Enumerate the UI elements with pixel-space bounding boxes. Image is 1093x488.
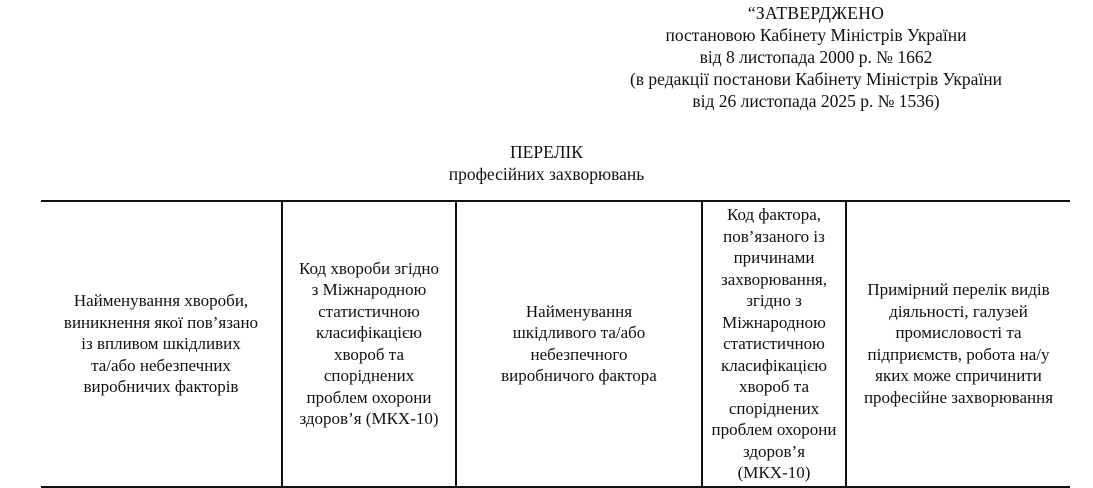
header-line: класифікацією — [720, 355, 828, 375]
approval-line: постановою Кабінету Міністрів України — [665, 25, 967, 45]
header-line: споріднених — [323, 366, 415, 386]
heading-subtitle: професійних захворювань — [448, 164, 645, 184]
approval-line: (в редакції постанови Кабінету Міністрів України — [629, 69, 1003, 89]
header-line: виробничого фактора — [501, 366, 657, 386]
header-line: промисловості та — [895, 323, 1022, 343]
header-line: проблем охорони — [306, 387, 432, 407]
header-line: захворювання, — [721, 269, 827, 289]
header-line: проблем охорони — [711, 420, 837, 439]
header-factor-code — [702, 201, 846, 487]
diseases-table — [41, 200, 1070, 488]
header-line: пов’язаного із — [723, 226, 825, 246]
header-line: із впливом шкідливих — [81, 334, 241, 353]
header-line: Міжнародною — [722, 312, 826, 332]
header-line: Код фактора, — [727, 205, 821, 224]
header-disease-name — [41, 201, 282, 487]
approval-title: “ЗАТВЕРДЖЕНО — [747, 3, 885, 23]
header-line: Примірний перелік видів — [867, 280, 1050, 300]
header-line: споріднених — [728, 398, 820, 418]
header-line: статистичною — [723, 334, 825, 353]
document-heading — [0, 141, 1093, 185]
header-line: хвороб та — [334, 344, 404, 364]
header-line: та/або небезпечних — [91, 355, 231, 375]
table-header-row — [41, 201, 1070, 487]
header-line: хвороб та — [739, 377, 809, 396]
header-line: виникнення якої пов’язано — [63, 312, 259, 332]
header-line: Найменування хвороби, — [73, 291, 249, 310]
header-line: класифікацією — [315, 323, 423, 343]
header-line: підприємств, робота на/у — [867, 344, 1050, 364]
header-line: небезпечного — [530, 344, 628, 364]
header-line: здоров’я (МКХ-10) — [299, 409, 439, 429]
header-disease-code — [282, 201, 456, 487]
header-line: шкідливого та/або — [512, 323, 646, 343]
approval-line: від 8 листопада 2000 р. № 1662 — [699, 47, 933, 67]
approval-line: від 26 листопада 2025 р. № 1536) — [692, 91, 940, 111]
header-line: здоров’я (МКХ-10) — [737, 441, 811, 482]
header-line: яких може спричинити — [875, 366, 1042, 386]
header-line: діяльності, галузей — [889, 301, 1028, 321]
approval-stamp — [600, 2, 1032, 112]
header-line: виробничих факторів — [83, 377, 239, 396]
header-activities — [846, 201, 1070, 487]
header-line: професійне захворювання — [863, 387, 1054, 407]
header-line: Найменування — [525, 301, 633, 321]
header-line: причинами — [733, 248, 815, 267]
heading-title: ПЕРЕЛІК — [510, 142, 583, 162]
header-line: статистичною — [318, 301, 420, 321]
header-line: Код хвороби згідно — [299, 258, 439, 278]
header-line: згідно з — [746, 291, 802, 310]
header-line: з Міжнародною — [311, 280, 427, 300]
header-factor-name — [456, 201, 702, 487]
